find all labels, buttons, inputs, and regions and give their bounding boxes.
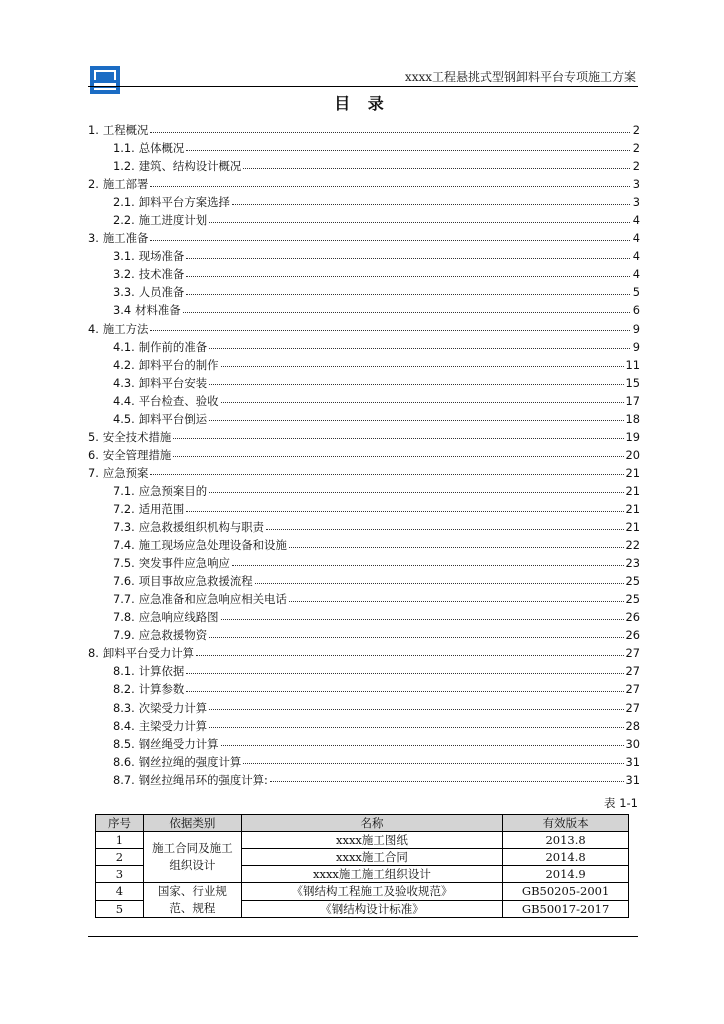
toc-entry-text: 计算依据 [138,664,185,679]
toc-entry-text: 卸料平台的制作 [138,357,219,372]
toc-entry-text: 应急准备和应急响应相关电话 [138,592,287,607]
toc-entry[interactable] [88,265,640,283]
toc-leader-dots [186,683,623,692]
toc-entry-page: 9 [632,321,640,336]
toc-entry-number: 7.7. [113,592,135,607]
toc-entry[interactable] [88,735,640,753]
toc-entry[interactable] [88,608,640,626]
toc-entry-number: 8.5. [113,736,135,751]
toc-entry-text: 卸料平台受力计算 [102,646,195,661]
toc-entry-number: 8. [88,646,99,661]
toc-entry[interactable] [88,392,640,410]
toc-entry[interactable] [88,356,640,374]
row-name: xxxx施工图纸 [241,832,502,849]
row-no: 2 [96,849,144,866]
row-version: 2013.8 [503,832,629,849]
toc-entry-text: 制作前的准备 [138,339,208,354]
toc-entry-text: 施工准备 [102,231,149,246]
toc-leader-dots [232,196,630,205]
toc-entry-number: 3.1. [113,249,135,264]
toc-entry-text: 平台检查、验收 [138,393,219,408]
toc-entry[interactable] [88,121,640,139]
toc-entry-page: 2 [632,141,640,156]
toc-entry-number: 7.1. [113,483,135,498]
toc-entry-page: 4 [632,249,640,264]
row-version: 2014.9 [503,866,629,883]
toc-entry-number: 4.5. [113,411,135,426]
toc-entry[interactable] [88,771,640,789]
toc-entry-text: 人员准备 [138,285,185,300]
toc-entry-text: 卸料平台安装 [138,375,208,390]
toc-entry-number: 2. [88,177,99,192]
toc-entry[interactable] [88,572,640,590]
toc-entry-number: 8.7. [113,772,135,787]
toc-entry-page: 21 [625,465,640,480]
toc-leader-dots [186,665,623,674]
toc-entry[interactable] [88,500,640,518]
toc-entry-number: 7.6. [113,574,135,589]
toc-entry-page: 2 [632,159,640,174]
toc-entry-page: 31 [625,754,640,769]
toc-entry[interactable] [88,139,640,157]
toc-leader-dots [209,214,630,223]
toc-entry[interactable] [88,717,640,735]
toc-entry-page: 3 [632,177,640,192]
table-caption: 表 1-1 [604,796,638,810]
toc-entry-number: 7.5. [113,556,135,571]
toc-entry-page: 17 [625,393,640,408]
toc-entry-page: 26 [625,628,640,643]
toc-entry-number: 8.6. [113,754,135,769]
toc-entry-number: 4.2. [113,357,135,372]
toc-entry[interactable] [88,699,640,717]
toc-leader-dots [173,448,623,457]
toc-leader-dots [221,358,624,367]
toc-leader-dots [186,286,630,295]
table-row [96,832,629,849]
toc-entry-number: 4. [88,321,99,336]
toc-entry[interactable] [88,193,640,211]
toc-entry-number: 7.9. [113,628,135,643]
toc-entry-page: 30 [625,736,640,751]
header-no: 序号 [96,815,144,832]
toc-leader-dots [150,124,630,133]
toc-entry[interactable] [88,464,640,482]
toc-leader-dots [196,647,623,656]
toc-entry-page: 6 [632,303,640,318]
header-category: 依据类别 [143,815,241,832]
toc-entry-number: 2.2. [113,213,135,228]
toc-entry-number: 4.1. [113,339,135,354]
toc-entry-page: 4 [632,231,640,246]
toc-leader-dots [186,142,630,151]
toc-entry-number: 3.2. [113,267,135,282]
toc-leader-dots [150,178,630,187]
table-of-contents [88,121,640,789]
toc-entry-text: 建筑、结构设计概况 [138,159,242,174]
toc-entry-text: 适用范围 [138,502,185,516]
row-version: 2014.8 [503,849,629,866]
toc-entry-text: 安全管理措施 [102,447,172,462]
header-title: xxxx工程悬挑式型钢卸料平台专项施工方案 [404,70,636,84]
toc-entry-number: 8.1. [113,664,135,679]
toc-entry[interactable] [88,211,640,229]
toc-entry-number: 7.2. [113,502,135,516]
toc-entry-page: 3 [632,195,640,210]
table-header-row [96,815,629,832]
toc-entry-page: 26 [625,610,640,625]
toc-entry-page: 21 [625,502,640,516]
toc-entry-page: 31 [625,772,640,787]
toc-entry-text: 应急救援组织机构与职责 [138,520,265,535]
toc-entry-text: 卸料平台倒运 [138,411,208,426]
toc-entry[interactable] [88,554,640,572]
toc-entry[interactable] [88,175,640,193]
toc-entry-number: 1. [88,123,99,138]
toc-entry[interactable] [88,446,640,464]
toc-leader-dots [209,376,623,385]
toc-entry-number: 1.1. [113,141,135,156]
toc-entry-page: 27 [625,646,640,661]
header-divider [88,86,638,87]
toc-entry[interactable] [88,662,640,680]
toc-leader-dots [173,430,623,439]
toc-entry-number: 7.3. [113,520,135,535]
row-name: 《钢结构设计标准》 [241,900,502,918]
row-no: 1 [96,832,144,849]
toc-leader-dots [209,719,623,728]
toc-leader-dots [150,322,630,331]
toc-entry[interactable] [88,590,640,608]
toc-entry-page: 15 [625,375,640,390]
toc-entry-number: 8.3. [113,700,135,715]
toc-entry-page: 21 [625,483,640,498]
toc-entry-text: 钢丝绳受力计算 [138,736,219,751]
toc-entry-number: 3.4 [113,303,132,318]
toc-leader-dots [209,340,630,349]
toc-entry-text: 次梁受力计算 [138,700,208,715]
row-name: xxxx施工施工组织设计 [241,866,502,883]
toc-entry-number: 3.3. [113,285,135,300]
toc-entry-page: 21 [625,520,640,535]
toc-entry[interactable] [88,536,640,554]
toc-entry[interactable] [88,247,640,265]
toc-entry-page: 18 [625,411,640,426]
toc-leader-dots [289,593,624,602]
toc-entry[interactable] [88,644,640,662]
toc-entry-page: 23 [625,556,640,571]
category-cell: 施工合同及施工组织设计 [143,832,241,883]
toc-entry-number: 6. [88,447,99,462]
toc-leader-dots [243,160,630,169]
toc-entry-page: 28 [625,718,640,733]
toc-entry-page: 20 [625,447,640,462]
toc-entry-text: 施工方法 [102,321,149,336]
toc-leader-dots [186,250,630,259]
toc-entry[interactable] [88,518,640,536]
toc-leader-dots [255,575,624,584]
toc-entry-text: 应急响应线路图 [138,610,219,625]
toc-entry-text: 工程概况 [102,123,149,138]
toc-leader-dots [150,232,630,241]
toc-entry-page: 25 [625,574,640,589]
footer-divider [88,936,638,937]
toc-entry[interactable] [88,410,640,428]
toc-entry-page: 4 [632,267,640,282]
toc-entry-text: 钢丝拉绳的强度计算 [138,754,242,769]
toc-entry[interactable] [88,283,640,301]
toc-entry-text: 突发事件应急响应 [138,556,230,571]
toc-entry-text: 项目事故应急救援流程 [138,574,253,589]
toc-entry-text: 施工进度计划 [138,213,208,228]
toc-leader-dots [209,412,623,421]
toc-entry-text: 安全技术措施 [102,429,172,444]
toc-entry-page: 27 [625,664,640,679]
toc-entry[interactable] [88,482,640,500]
toc-entry-text: 钢丝拉绳吊环的强度计算: [138,772,268,787]
row-no: 4 [96,883,144,901]
row-name: xxxx施工合同 [241,849,502,866]
toc-entry-number: 5. [88,429,99,444]
row-no: 3 [96,866,144,883]
toc-leader-dots [209,629,623,638]
toc-entry-text: 技术准备 [138,267,185,282]
company-logo-icon [90,66,120,94]
toc-entry-number: 8.2. [113,682,135,697]
toc-leader-dots [221,611,624,620]
toc-entry-text: 材料准备 [135,303,181,318]
header-name: 名称 [241,815,502,832]
toc-entry-text: 现场准备 [138,249,185,264]
toc-leader-dots [209,484,623,493]
toc-entry-text: 卸料平台方案选择 [138,195,230,210]
toc-entry-number: 8.4. [113,718,135,733]
toc-entry-number: 4.3. [113,375,135,390]
toc-entry-page: 25 [625,592,640,607]
toc-leader-dots [243,755,623,764]
toc-entry-page: 2 [632,123,640,138]
toc-entry-page: 5 [632,285,640,300]
toc-leader-dots [209,701,623,710]
toc-entry[interactable] [88,753,640,771]
reference-table [95,814,629,918]
toc-entry-page: 4 [632,213,640,228]
toc-entry[interactable] [88,320,640,338]
category-cell: 国家、行业规范、规程 [143,883,241,918]
toc-leader-dots [186,268,630,277]
toc-entry-page: 27 [625,682,640,697]
toc-entry-number: 7.4. [113,538,135,553]
toc-entry-number: 3. [88,231,99,246]
toc-entry-text: 主梁受力计算 [138,718,208,733]
toc-leader-dots [270,773,624,782]
toc-entry[interactable] [88,626,640,644]
toc-title: 目 录 [334,94,390,113]
toc-entry-text: 应急救援物资 [138,628,208,643]
toc-entry-text: 施工部署 [102,177,149,192]
row-name: 《钢结构工程施工及验收规范》 [241,883,502,901]
toc-leader-dots [150,466,623,475]
row-version: GB50017-2017 [503,900,629,918]
row-version: GB50205-2001 [503,883,629,901]
toc-entry-page: 19 [625,429,640,444]
toc-leader-dots [221,737,624,746]
toc-entry-number: 7. [88,465,99,480]
table-row [96,883,629,901]
toc-entry-page: 9 [632,339,640,354]
toc-entry[interactable] [88,301,640,319]
toc-entry-text: 应急预案目的 [138,483,208,498]
toc-entry-text: 施工现场应急处理设备和设施 [138,538,287,553]
toc-entry[interactable] [88,428,640,446]
toc-entry-text: 总体概况 [138,141,185,156]
toc-entry-page: 11 [625,357,640,372]
toc-leader-dots [289,539,624,548]
toc-entry-number: 4.4. [113,393,135,408]
toc-entry-page: 27 [625,700,640,715]
toc-entry[interactable] [88,229,640,247]
toc-leader-dots [266,521,623,530]
toc-leader-dots [183,304,630,313]
toc-entry-text: 应急预案 [102,465,149,480]
toc-entry[interactable] [88,374,640,392]
toc-leader-dots [221,394,624,403]
header-version: 有效版本 [503,815,629,832]
toc-entry-number: 7.8. [113,610,135,625]
toc-entry-text: 计算参数 [138,682,185,697]
toc-leader-dots [232,557,624,566]
row-no: 5 [96,900,144,918]
toc-entry-number: 2.1. [113,195,135,210]
toc-entry-number: 1.2. [113,159,135,174]
toc-entry[interactable] [88,680,640,698]
toc-leader-dots [186,503,623,512]
toc-entry-page: 22 [625,538,640,553]
toc-entry[interactable] [88,338,640,356]
toc-entry[interactable] [88,157,640,175]
